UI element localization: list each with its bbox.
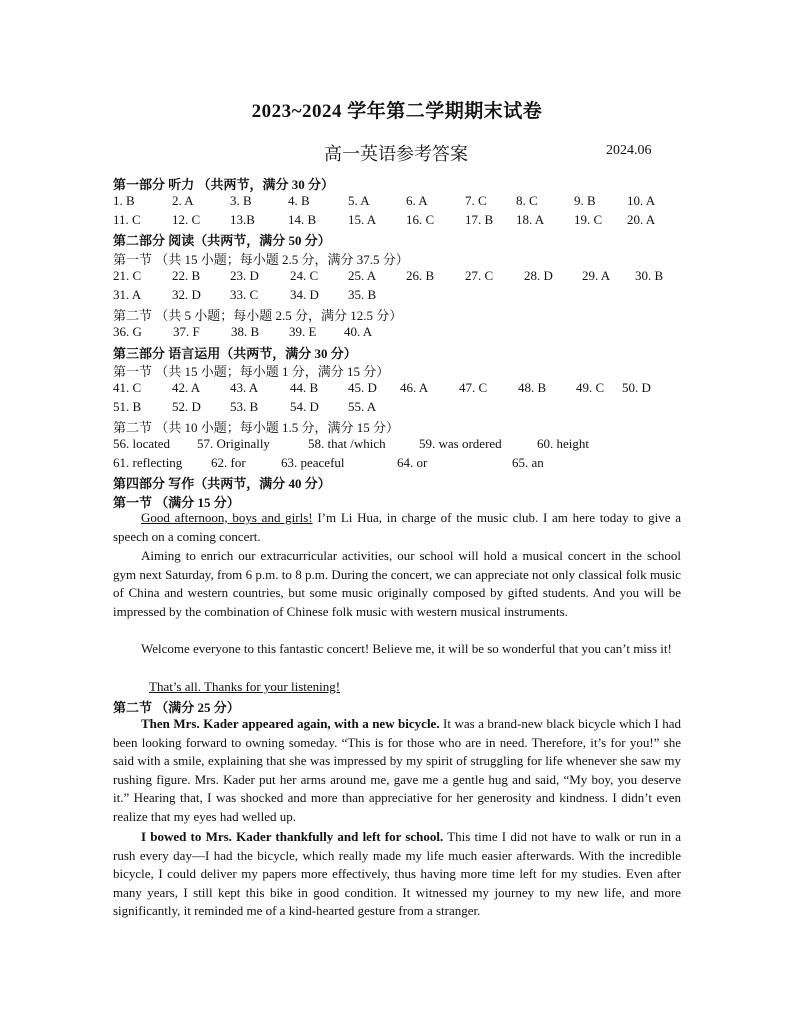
answer-item: 14. B: [288, 212, 317, 227]
answer-item: 9. B: [574, 193, 596, 208]
part3-heading: 第三部分 语言运用（共两节，满分 30 分）: [113, 346, 357, 361]
answer-item: 45. D: [348, 380, 377, 395]
essay2-paragraph-1: [113, 715, 681, 827]
answer-item: 58. that /which: [308, 436, 386, 451]
essay1-paragraph-3: Welcome everyone to this fantastic concert! Believe me, it will be so wonderful that you can’t miss it!: [141, 641, 672, 656]
answer-item: 2. A: [172, 193, 194, 208]
answer-item: 4. B: [288, 193, 310, 208]
answer-item: 20. A: [627, 212, 656, 227]
answer-item: 18. A: [516, 212, 545, 227]
essay1-closing: That’s all. Thanks for your listening!: [149, 679, 341, 694]
answer-item: 32. D: [172, 287, 201, 302]
answer-item: 65. an: [512, 455, 544, 470]
part2-section2-heading: 第二节 （共 5 小题；每小题 2.5 分，满分 12.5 分）: [113, 308, 403, 323]
answer-item: 22. B: [172, 268, 201, 283]
answer-item: 6. A: [406, 193, 428, 208]
exam-date: 2024.06: [606, 143, 652, 158]
answer-item: 43. A: [230, 380, 259, 395]
answer-item: 39. E: [289, 324, 317, 339]
answer-item: 12. C: [172, 212, 201, 227]
essay1-paragraph-1: [113, 509, 681, 546]
answer-item: 41. C: [113, 380, 142, 395]
answer-item: 59. was ordered: [419, 436, 502, 451]
answer-item: 23. D: [230, 268, 259, 283]
answer-item: 63. peaceful: [281, 455, 345, 470]
answer-item: 28. D: [524, 268, 553, 283]
answer-item: 53. B: [230, 399, 259, 414]
answer-item: 10. A: [627, 193, 656, 208]
answer-item: 38. B: [231, 324, 260, 339]
answer-item: 17. B: [465, 212, 494, 227]
essay2-paragraph-1-text: It was a brand-new black bicycle which I had been looking forward to owning someday. “This is for those who are in need. Therefore, it’s for you!” she said with a smile, explaining that she was impressed by my spirit of struggling for life whenever she saw my rushing figure. Mrs. Kader put her arms around me, gave me a gentle hug and said, “My boy, you deserve it.” Hearing that, I was shocked and more than appreciative for her generosity and kindness. I didn’t even realize that my eyes had welled up.: [113, 716, 681, 824]
answer-item: 13.B: [230, 212, 255, 227]
answer-item: 25. A: [348, 268, 377, 283]
answer-item: 30. B: [635, 268, 664, 283]
answer-item: 54. D: [290, 399, 319, 414]
answer-item: 3. B: [230, 193, 252, 208]
essay2-paragraph-1-lead: Then Mrs. Kader appeared again, with a new bicycle.: [141, 716, 440, 731]
answer-item: 47. C: [459, 380, 488, 395]
answer-item: 52. D: [172, 399, 201, 414]
answer-item: 37. F: [173, 324, 200, 339]
answer-item: 19. C: [574, 212, 603, 227]
answer-item: 35. B: [348, 287, 377, 302]
part4-heading: 第四部分 写作（共两节，满分 40 分）: [113, 476, 331, 491]
answer-item: 55. A: [348, 399, 377, 414]
answer-item: 57. Originally: [197, 436, 270, 451]
answer-item: 26. B: [406, 268, 435, 283]
part4-section1-heading: 第一节 （满分 15 分）: [113, 495, 240, 510]
essay2-paragraph-2-text: This time I did not have to walk or run in a rush every day—I had the bicycle, which really made my life much easier afterwards. With the incredible bicycle, I could deliver my papers more effectively, thus having more time left for my studies. Even after many years, I still kept this bike in good condition. It witnessed my journey to my new life, and more significantly, it reminded me of a kind-hearted gesture from a stranger.: [113, 829, 681, 919]
answer-item: 46. A: [400, 380, 429, 395]
answer-item: 15. A: [348, 212, 377, 227]
answer-item: 60. height: [537, 436, 589, 451]
answer-item: 40. A: [344, 324, 373, 339]
part2-heading: 第二部分 阅读（共两节，满分 50 分）: [113, 233, 331, 248]
essay2-paragraph-2-lead: I bowed to Mrs. Kader thankfully and left for school.: [141, 829, 444, 844]
answer-item: 11. C: [113, 212, 141, 227]
answer-item: 33. C: [230, 287, 259, 302]
answer-item: 61. reflecting: [113, 455, 183, 470]
essay1-paragraph-2: Aiming to enrich our extracurricular activities, our school will hold a musical concert in the school gym next Saturday, from 6 p.m. to 8 p.m. During the concert, we can appreciate not only classical folk music of China and western countries, but some music originally composed by gifted students. And you will be impressed by the combination of Chinese folk music with western musical instruments.: [113, 548, 681, 619]
answer-item: 24. C: [290, 268, 319, 283]
answer-item: 44. B: [290, 380, 319, 395]
essay1-paragraph-1-text: I’m Li Hua, in charge of the music club. I am here today to give a speech on a coming concert.: [113, 510, 682, 544]
part1-heading: 第一部分 听力 （共两节，满分 30 分）: [113, 177, 335, 192]
answer-item: 1. B: [113, 193, 135, 208]
answer-item: 8. C: [516, 193, 538, 208]
part3-section1-heading: 第一节 （共 15 小题；每小题 1 分，满分 15 分）: [113, 364, 390, 379]
answer-item: 42. A: [172, 380, 201, 395]
answer-item: 7. C: [465, 193, 487, 208]
answer-item: 49. C: [576, 380, 605, 395]
essay1-greeting: Good afternoon, boys and girls!: [141, 510, 313, 525]
answer-item: 21. C: [113, 268, 142, 283]
answer-item: 29. A: [582, 268, 611, 283]
answer-item: 64. or: [397, 455, 428, 470]
part3-section2-heading: 第二节 （共 10 小题；每小题 1.5 分，满分 15 分）: [113, 420, 400, 435]
answer-item: 50. D: [622, 380, 651, 395]
page-subtitle: 高一英语参考答案: [324, 144, 468, 164]
answer-item: 62. for: [211, 455, 246, 470]
page-title: 2023~2024 学年第二学期期末试卷: [251, 101, 543, 122]
answer-item: 48. B: [518, 380, 547, 395]
answer-item: 56. located: [113, 436, 171, 451]
answer-item: 31. A: [113, 287, 142, 302]
answer-item: 16. C: [406, 212, 435, 227]
answer-item: 36. G: [113, 324, 142, 339]
answer-item: 5. A: [348, 193, 370, 208]
answer-item: 51. B: [113, 399, 142, 414]
answer-item: 34. D: [290, 287, 319, 302]
part4-section2-heading: 第二节 （满分 25 分）: [113, 700, 240, 715]
part2-section1-heading: 第一节 （共 15 小题；每小题 2.5 分，满分 37.5 分）: [113, 252, 409, 267]
answer-item: 27. C: [465, 268, 494, 283]
essay2-paragraph-2: [113, 828, 681, 921]
